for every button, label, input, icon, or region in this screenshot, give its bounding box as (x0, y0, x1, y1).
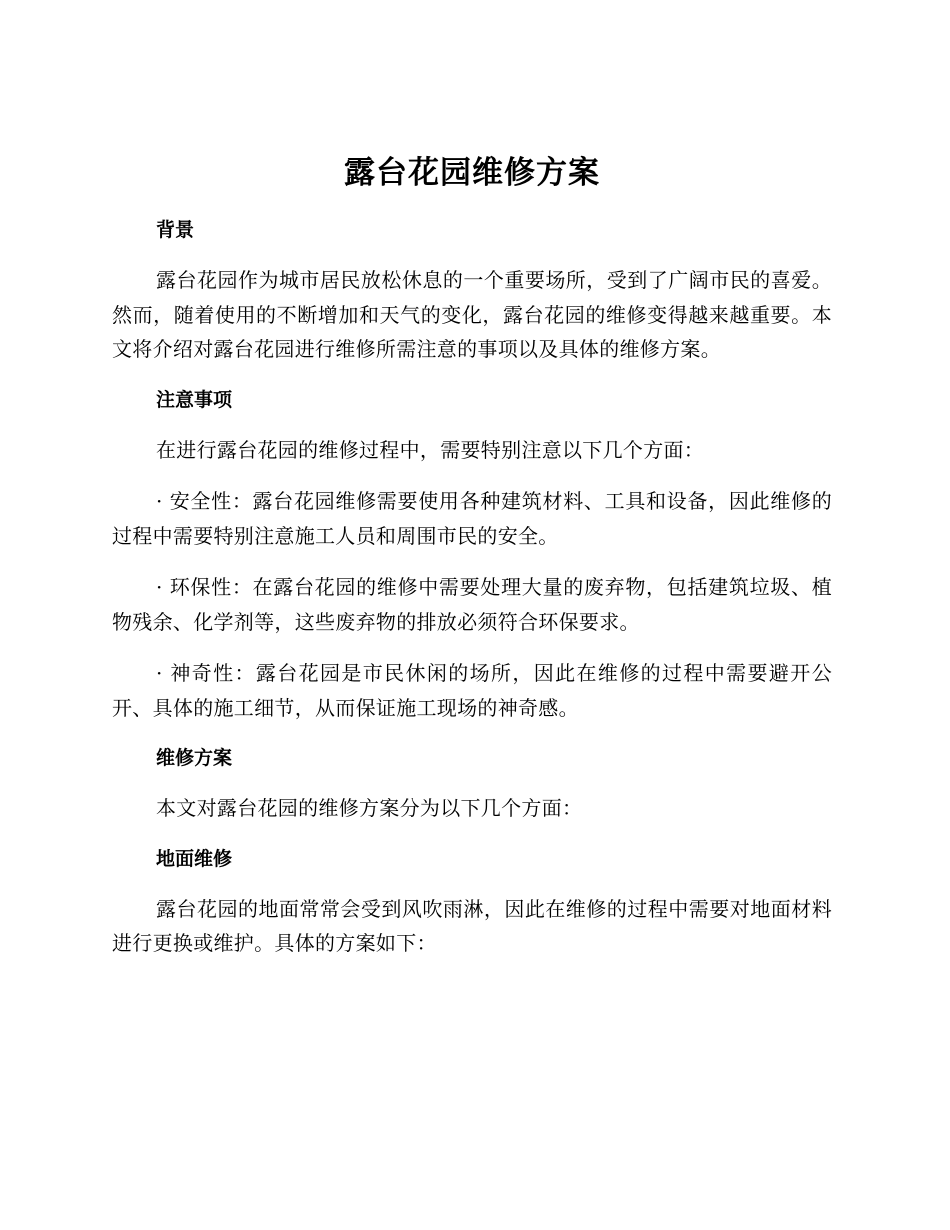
list-item-environment: · 环保性：在露台花园的维修中需要处理大量的废弃物，包括建筑垃圾、植物残余、化学剂等，这些废弃物的排放必须符合环保要求。 (112, 575, 832, 634)
paragraph-plan-intro: 本文对露台花园的维修方案分为以下几个方面： (156, 796, 583, 820)
section-heading-ground: 地面维修 (156, 847, 233, 870)
list-item-mystery: · 神奇性：露台花园是市民休闲的场所，因此在维修的过程中需要避开公开、具体的施工细节，从而保证施工现场的神奇感。 (112, 661, 832, 720)
section-heading-background: 背景 (156, 219, 195, 241)
section-heading-plan: 维修方案 (156, 747, 233, 769)
document-title: 露台花园维修方案 (344, 155, 600, 191)
paragraph-ground: 露台花园的地面常常会受到风吹雨淋，因此在维修的过程中需要对地面材料进行更换或维护。具体的方案如下： (112, 896, 832, 955)
section-heading-notes: 注意事项 (156, 388, 233, 411)
paragraph-notes-intro: 在进行露台花园的维修过程中，需要特别注意以下几个方面： (156, 437, 705, 462)
document-page (112, 148, 832, 961)
paragraph-background: 露台花园作为城市居民放松休息的一个重要场所，受到了广阔市民的喜爱。然而，随着使用的不断增加和天气的变化，露台花园的维修变得越来越重要。本文将介绍对露台花园进行维修所需注意的事项以及具体的维修方案。 (112, 268, 832, 361)
list-item-safety: · 安全性：露台花园维修需要使用各种建筑材料、工具和设备，因此维修的过程中需要特别注意施工人员和周围市民的安全。 (112, 489, 832, 548)
